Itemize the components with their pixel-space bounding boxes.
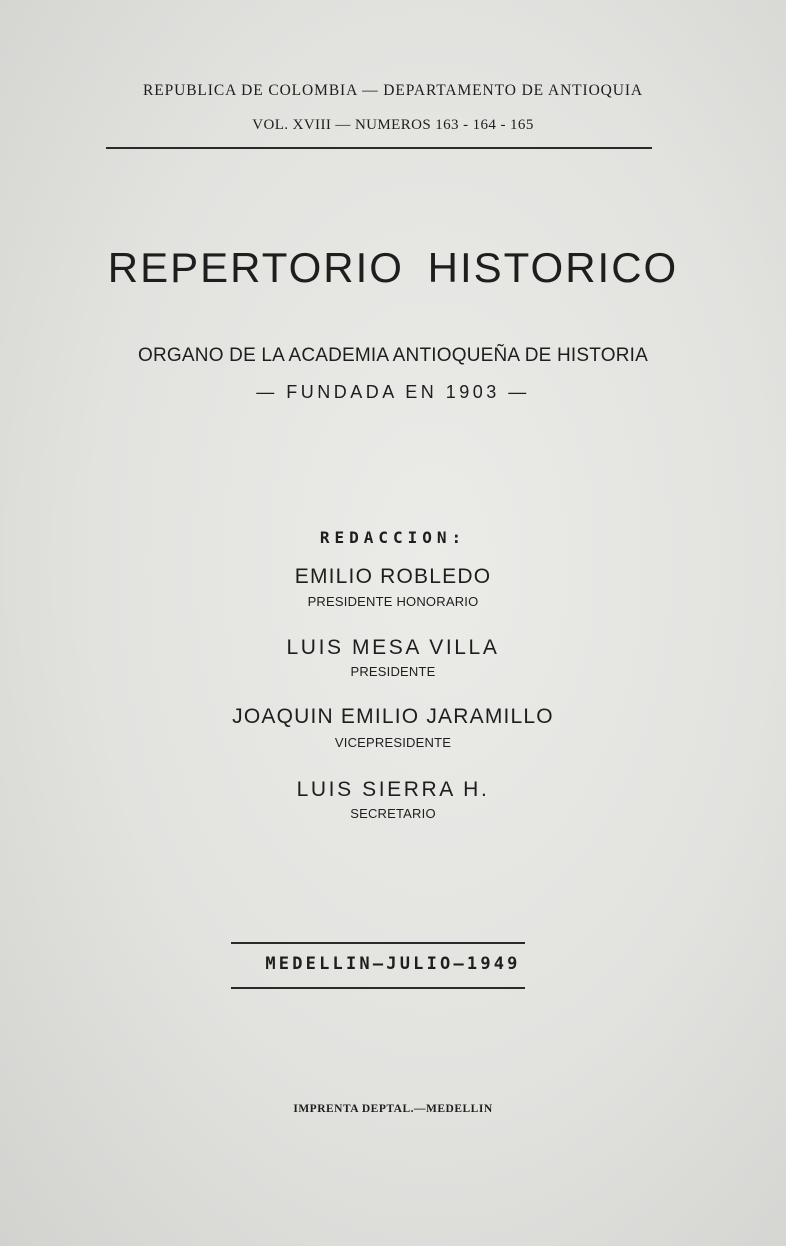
- member-name: LUIS SIERRA H.: [296, 778, 490, 801]
- member-name: JOAQUIN EMILIO JARAMILLO: [232, 705, 554, 728]
- footer-rule-top: [231, 942, 525, 944]
- member-name: EMILIO ROBLEDO: [294, 565, 492, 588]
- member-role: PRESIDENTE HONORARIO: [307, 594, 479, 609]
- place-date: MEDELLIN—JULIO—1949: [265, 954, 521, 974]
- member-role: VICEPRESIDENTE: [334, 735, 452, 750]
- subtitle-founded: — FUNDADA EN 1903 —: [256, 382, 530, 402]
- header-republic: REPUBLICA DE COLOMBIA — DEPARTAMENTO DE ANTIOQUIA: [142, 82, 644, 99]
- printer-imprint: IMPRENTA DEPTAL.—MEDELLIN: [293, 1103, 493, 1115]
- footer-rule-bottom: [231, 987, 525, 989]
- header-volume: VOL. XVIII — NUMEROS 163 - 164 - 165: [252, 117, 534, 133]
- member-role: PRESIDENTE: [350, 664, 436, 679]
- header-rule: [106, 147, 652, 149]
- member-name: LUIS MESA VILLA: [286, 636, 500, 659]
- member-role: SECRETARIO: [350, 806, 436, 821]
- subtitle-organ: ORGANO DE LA ACADEMIA ANTIOQUEÑA DE HISTORIA: [138, 345, 648, 366]
- journal-title: REPERTORIO HISTORICO: [107, 244, 679, 291]
- editorial-heading: REDACCION:: [319, 528, 467, 547]
